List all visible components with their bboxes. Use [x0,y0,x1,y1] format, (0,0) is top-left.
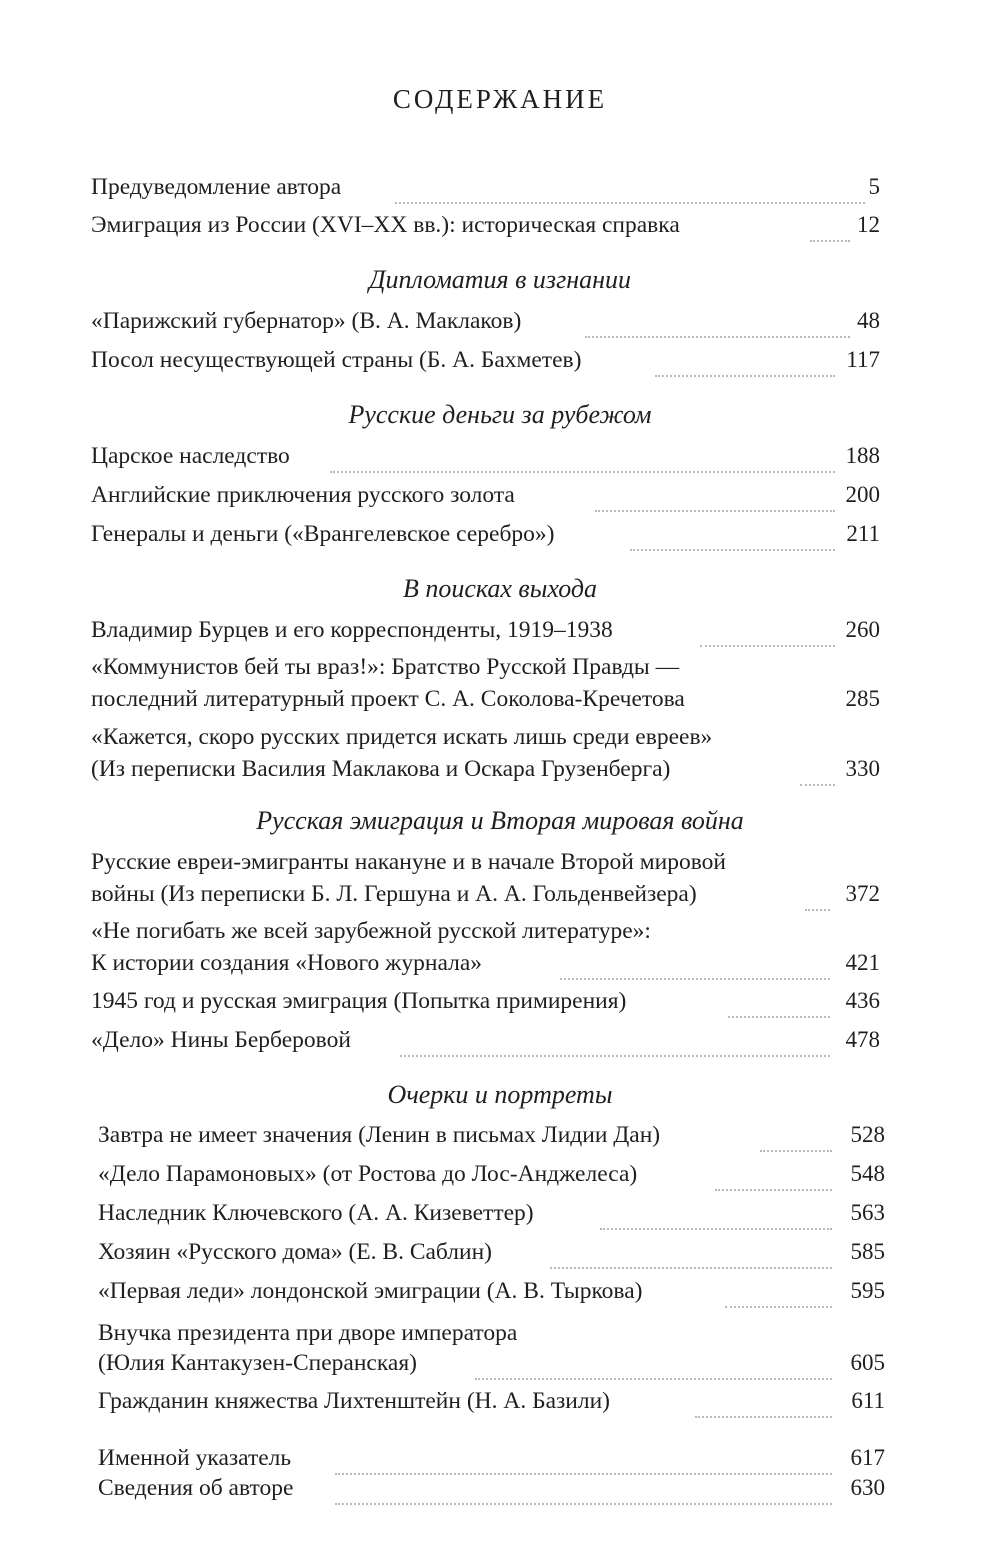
entry-title-line: Сведения об авторе [98,1475,294,1501]
page-number: 188 [845,443,880,468]
page-number: 211 [846,521,880,546]
dot-leader [560,946,830,980]
entry-title-line: Царское наследство [91,443,290,469]
entry-title-line: Английские приключения русского золота [91,482,515,508]
entry-title-line: Посол несуществующей страны (Б. А. Бахметев) [91,347,582,373]
entry-title-line: Наследник Ключевского (А. А. Кизеветтер) [98,1200,534,1226]
page-number: 595 [850,1278,885,1303]
page-number: 630 [850,1475,885,1500]
page-number: 200 [845,482,880,507]
entry-title-line: Внучка президента при дворе императора [98,1320,518,1346]
entry-title-line: Гражданин княжества Лихтенштейн (Н. А. Базили) [98,1388,611,1414]
entry-title-line: (Юлия Кантакузен-Сперанская) [98,1350,417,1376]
page-number: 436 [845,988,880,1013]
page-number: 528 [850,1122,885,1147]
page-number: 285 [845,686,880,711]
page-number: 48 [857,308,880,333]
entry-title-line: (Из переписки Василия Маклакова и Оскара Грузенберга) [91,756,671,782]
page-number: 478 [845,1027,880,1052]
entry-title-line: «Кажется, скоро русских придется искать лишь среди евреев» [91,724,713,750]
page-title: СОДЕРЖАНИЕ [392,84,608,114]
section-heading: Очерки и портреты [387,1080,613,1109]
entry-title-line: «Дело» Нины Берберовой [91,1027,351,1053]
entry-title-line: Хозяин «Русского дома» (Е. В. Саблин) [98,1239,493,1265]
page-number: 260 [845,617,880,642]
entry-title-line: «Коммунистов бей ты враз!»: Братство Русской Правды — [91,654,680,680]
entry-title-line: Владимир Бурцев и его корреспонденты, 1919–1938 [91,617,613,643]
page-number: 12 [857,212,880,237]
page-number: 605 [850,1350,885,1375]
dot-leader [400,1023,830,1057]
page-number: 611 [851,1388,885,1413]
page-number: 421 [845,950,880,975]
entry-title-line: Завтра не имеет значения (Ленин в письмах Лидии Дан) [98,1122,661,1148]
page-number: 617 [850,1445,885,1470]
dot-leader [600,1196,832,1230]
page-number: 585 [850,1239,885,1264]
dot-leader [475,1346,832,1380]
entry-title-line: войны (Из переписки Б. Л. Гершуна и А. А. Гольденвейзера) [91,881,697,907]
entry-title-line: «Не погибать же всей зарубежной русской литературе»: [91,918,651,944]
entry-title-line: 1945 год и русская эмиграция (Попытка примирения) [91,988,627,1014]
section-heading: Дипломатия в изгнании [368,265,632,294]
page-number: 330 [845,756,880,781]
dot-leader [330,439,835,473]
dot-leader [395,170,865,204]
entry-title-line: Генералы и деньги («Врангелевское серебро») [91,521,555,547]
entry-title-line: последний литературный проект С. А. Соколова-Кречетова [91,686,685,712]
dot-leader [595,478,835,512]
entry-title-line: К истории создания «Нового журнала» [91,950,482,976]
section-heading: Русская эмиграция и Вторая мировая война [256,806,744,835]
dot-leader [335,1441,832,1475]
entry-title-line: Эмиграция из России (XVI–XX вв.): историческая справка [91,212,680,238]
section-heading: В поисках выхода [402,574,598,603]
page-number: 563 [850,1200,885,1225]
page-number: 548 [850,1161,885,1186]
entry-title-line: Русские евреи-эмигранты накануне и в начале Второй мировой [91,849,726,875]
page-number: 5 [868,174,880,199]
section-heading: Русские деньги за рубежом [348,400,652,429]
entry-title-line: Именной указатель [98,1445,292,1471]
entry-title-line: Предуведомление автора [91,174,342,200]
entry-title-line: «Дело Парамоновых» (от Ростова до Лос-Анджелеса) [98,1161,638,1187]
dot-leader [550,1235,832,1269]
entry-title-line: «Парижский губернатор» (В. А. Маклаков) [91,308,522,334]
page-number: 117 [846,347,880,372]
page-number: 372 [845,881,880,906]
entry-title-line: «Первая леди» лондонской эмиграции (А. В. Тыркова) [98,1278,643,1304]
dot-leader [335,1471,832,1505]
